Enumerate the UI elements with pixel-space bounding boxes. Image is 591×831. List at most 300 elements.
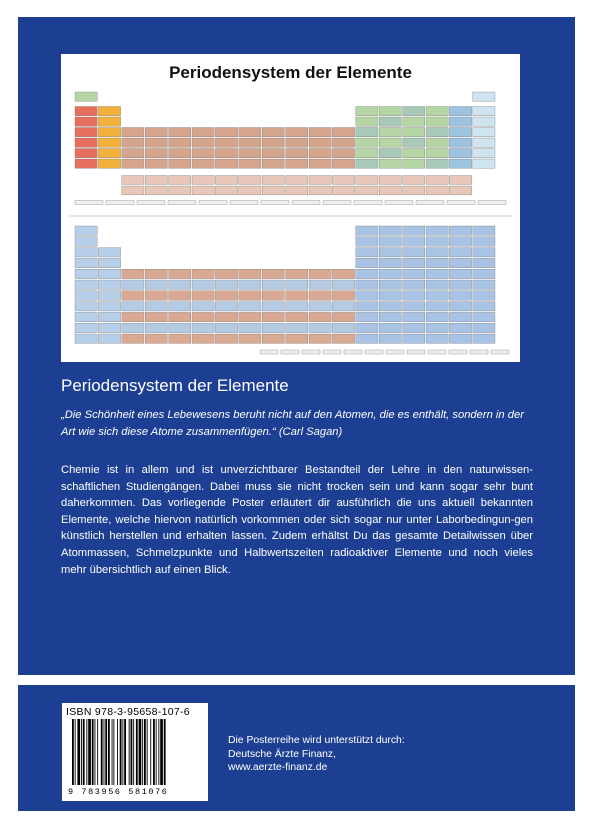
element-cell [473, 226, 495, 235]
lanthanide-cell [286, 176, 308, 185]
element-cell [403, 269, 425, 278]
element-cell [473, 323, 495, 332]
lanthanide-cell [239, 176, 261, 185]
element-cell [449, 291, 471, 300]
element-cell [215, 280, 237, 289]
element-cell [356, 159, 378, 168]
barcode-bar [147, 719, 148, 785]
element-cell [215, 149, 237, 158]
element-cell [239, 312, 261, 321]
element-cell [75, 302, 97, 311]
element-cell [145, 291, 167, 300]
element-cell [403, 237, 425, 246]
element-cell [145, 159, 167, 168]
legend-box [428, 350, 446, 354]
legend-box [354, 201, 382, 205]
actinide-cell [309, 186, 331, 195]
barcode-bar [156, 719, 157, 785]
lanthanide-cell [309, 176, 331, 185]
quote: „Die Schönheit eines Lebewesens beruht nicht auf den Atomen, die es enthält, sondern in der Art wie sich diese Atome zusammenfügen.“ (Carl Sagan) [61, 409, 524, 438]
actinide-cell [332, 186, 354, 195]
description: Chemie ist in allem und ist unverzichtbarer Bestandteil der Lehre in den naturwissen-schaftlichen Studiengängen. Dabei muss sie nicht trocken sein und kann sogar sehr bunt daherkommen. Das vorliegende Poster erläutert dir ausführlich die uns aktuell bekannten Elemente, welche hiervon natürlich vorkommen oder sich sogar nur unter Laborbedingun-gen künstlich herstellen und erhalten lassen. Zudem erhältst Du das gesamte Detailwissen über Atommassen, Schmelzpunkte und Halbwertszeiten radioaktiver Elemente und noch vieles mehr übersichtlich auf einen Blick. [61, 464, 533, 576]
element-cell [449, 334, 471, 343]
element-cell [473, 92, 495, 101]
element-cell [169, 159, 191, 168]
legend-box [447, 201, 475, 205]
barcode-bar [83, 719, 85, 785]
element-cell [403, 138, 425, 147]
element-cell [356, 138, 378, 147]
element-cell [473, 237, 495, 246]
element-cell [309, 291, 331, 300]
element-cell [122, 138, 144, 147]
element-cell [473, 291, 495, 300]
element-cell [286, 280, 308, 289]
barcode-bar [131, 719, 133, 785]
legend-box [137, 201, 165, 205]
element-cell [379, 159, 401, 168]
legend-box [491, 350, 509, 354]
element-cell [122, 149, 144, 158]
element-cell [169, 312, 191, 321]
element-cell [98, 248, 120, 257]
element-cell [332, 269, 354, 278]
element-cell [75, 92, 97, 101]
element-cell [426, 138, 448, 147]
legend-box [323, 201, 351, 205]
element-cell [473, 269, 495, 278]
element-cell [309, 128, 331, 137]
element-cell [332, 159, 354, 168]
element-cell [122, 280, 144, 289]
legend-box [292, 201, 320, 205]
barcode-bar [142, 719, 143, 785]
element-cell [122, 269, 144, 278]
element-cell [215, 159, 237, 168]
actinide-cell [426, 186, 448, 195]
element-cell [239, 269, 261, 278]
element-cell [473, 258, 495, 267]
element-cell [356, 269, 378, 278]
barcode-bar [113, 719, 114, 785]
element-cell [145, 149, 167, 158]
element-cell [98, 334, 120, 343]
isbn-number: ISBN 978-3-95658-107-6 [66, 706, 190, 718]
actinide-cell [403, 186, 425, 195]
barcode-bar [133, 719, 134, 785]
barcode-bar [129, 719, 130, 785]
element-cell [426, 280, 448, 289]
element-cell [449, 226, 471, 235]
element-cell [403, 302, 425, 311]
element-cell [403, 226, 425, 235]
element-cell [192, 138, 214, 147]
element-cell [426, 149, 448, 158]
barcode-bar [136, 719, 138, 785]
element-cell [426, 159, 448, 168]
element-cell [122, 128, 144, 137]
barcode-digits: 9 783956 581076 [68, 787, 169, 797]
element-cell [403, 159, 425, 168]
element-cell [473, 138, 495, 147]
element-cell [122, 302, 144, 311]
element-cell [215, 138, 237, 147]
legend-box [344, 350, 362, 354]
lanthanide-cell [192, 176, 214, 185]
element-cell [332, 312, 354, 321]
element-cell [403, 117, 425, 126]
element-cell [262, 159, 284, 168]
element-cell [309, 323, 331, 332]
element-cell [449, 107, 471, 116]
element-cell [332, 302, 354, 311]
element-cell [215, 128, 237, 137]
legend-box [407, 350, 425, 354]
element-cell [239, 128, 261, 137]
periodic-table-illustration [61, 54, 520, 362]
element-cell [426, 117, 448, 126]
element-cell [426, 269, 448, 278]
legend-box [281, 350, 299, 354]
barcode-bar [104, 719, 105, 785]
element-cell [332, 138, 354, 147]
element-cell [426, 248, 448, 257]
book-title: Periodensystem der Elemente [61, 376, 289, 395]
lanthanide-cell [122, 176, 144, 185]
element-cell [332, 291, 354, 300]
element-cell [356, 117, 378, 126]
barcode-bar [86, 719, 87, 785]
element-cell [379, 149, 401, 158]
element-cell [122, 312, 144, 321]
legend-box [199, 201, 227, 205]
element-cell [286, 138, 308, 147]
barcode-bar [108, 719, 110, 785]
element-cell [356, 258, 378, 267]
element-cell [192, 280, 214, 289]
element-cell [309, 312, 331, 321]
element-cell [473, 334, 495, 343]
element-cell [169, 280, 191, 289]
element-cell [309, 269, 331, 278]
element-cell [75, 312, 97, 321]
element-cell [75, 258, 97, 267]
element-cell [169, 138, 191, 147]
element-cell [98, 149, 120, 158]
isbn-box [62, 703, 208, 801]
element-cell [356, 323, 378, 332]
legend-box [75, 201, 103, 205]
barcode-bar [77, 719, 80, 785]
element-cell [286, 323, 308, 332]
element-cell [379, 248, 401, 257]
element-cell [286, 291, 308, 300]
element-cell [379, 128, 401, 137]
element-cell [239, 334, 261, 343]
actinide-cell [379, 186, 401, 195]
element-cell [449, 117, 471, 126]
element-cell [286, 128, 308, 137]
legend-box [323, 350, 341, 354]
element-cell [98, 312, 120, 321]
element-cell [215, 323, 237, 332]
lanthanide-cell [215, 176, 237, 185]
element-cell [286, 149, 308, 158]
element-cell [449, 323, 471, 332]
element-cell [262, 138, 284, 147]
element-cell [426, 128, 448, 137]
actinide-cell [122, 186, 144, 195]
actinide-cell [286, 186, 308, 195]
element-cell [309, 302, 331, 311]
element-cell [75, 280, 97, 289]
element-cell [286, 269, 308, 278]
element-cell [262, 323, 284, 332]
element-cell [379, 302, 401, 311]
actinide-cell [239, 186, 261, 195]
barcode-bar [124, 719, 126, 785]
element-cell [215, 291, 237, 300]
actinide-cell [449, 186, 471, 195]
element-cell [239, 291, 261, 300]
element-cell [145, 280, 167, 289]
element-cell [449, 312, 471, 321]
element-cell [98, 291, 120, 300]
element-cell [286, 334, 308, 343]
barcode-bar [101, 719, 103, 785]
element-cell [403, 334, 425, 343]
element-cell [379, 237, 401, 246]
element-cell [145, 128, 167, 137]
barcode-bar [158, 719, 159, 785]
legend-box [168, 201, 196, 205]
element-cell [309, 138, 331, 147]
element-cell [449, 138, 471, 147]
element-cell [145, 312, 167, 321]
element-cell [473, 117, 495, 126]
barcode-bar [150, 719, 151, 785]
element-cell [75, 323, 97, 332]
element-cell [473, 149, 495, 158]
actinide-cell [262, 186, 284, 195]
element-cell [75, 269, 97, 278]
element-cell [332, 280, 354, 289]
element-cell [169, 128, 191, 137]
element-cell [75, 334, 97, 343]
element-cell [356, 280, 378, 289]
legend-box [302, 350, 320, 354]
element-cell [122, 291, 144, 300]
barcode-bar [160, 719, 163, 785]
element-cell [473, 159, 495, 168]
element-cell [356, 248, 378, 257]
element-cell [426, 291, 448, 300]
element-cell [192, 149, 214, 158]
element-cell [473, 302, 495, 311]
element-cell [75, 291, 97, 300]
element-cell [332, 334, 354, 343]
element-cell [426, 302, 448, 311]
element-cell [449, 149, 471, 158]
barcode-bar [72, 719, 74, 785]
legend-box [416, 201, 444, 205]
element-cell [473, 248, 495, 257]
element-cell [169, 323, 191, 332]
element-cell [192, 323, 214, 332]
element-cell [192, 128, 214, 137]
element-cell [98, 159, 120, 168]
element-cell [403, 128, 425, 137]
legend-box [449, 350, 467, 354]
element-cell [98, 323, 120, 332]
legend-box [261, 201, 289, 205]
element-cell [192, 302, 214, 311]
actinide-cell [356, 186, 378, 195]
element-cell [379, 226, 401, 235]
barcode-bar [112, 719, 113, 785]
sponsor-note [228, 734, 405, 775]
element-cell [75, 117, 97, 126]
sponsor-line: www.aerzte-finanz.de [228, 762, 328, 773]
element-cell [215, 269, 237, 278]
poster-title: Periodensystem der Elemente [169, 63, 412, 82]
barcode-bar [105, 719, 107, 785]
element-cell [449, 159, 471, 168]
barcode-bar [139, 719, 142, 785]
lanthanide-cell [449, 176, 471, 185]
element-cell [379, 291, 401, 300]
element-cell [356, 334, 378, 343]
element-cell [98, 138, 120, 147]
element-cell [75, 248, 97, 257]
legend-box [106, 201, 134, 205]
element-cell [356, 128, 378, 137]
barcode-bar [120, 719, 122, 785]
element-cell [379, 334, 401, 343]
element-cell [379, 258, 401, 267]
element-cell [192, 291, 214, 300]
lanthanide-cell [332, 176, 354, 185]
element-cell [356, 226, 378, 235]
legend-box [470, 350, 488, 354]
element-cell [426, 258, 448, 267]
lanthanide-cell [379, 176, 401, 185]
actinide-cell [145, 186, 167, 195]
element-cell [356, 302, 378, 311]
legend-box [478, 201, 506, 205]
element-cell [309, 280, 331, 289]
poster-preview [61, 54, 520, 362]
element-cell [403, 107, 425, 116]
element-cell [309, 159, 331, 168]
element-cell [356, 237, 378, 246]
barcode-bar [75, 719, 76, 785]
actinide-cell [169, 186, 191, 195]
element-cell [145, 323, 167, 332]
barcode-bar [144, 719, 146, 785]
element-cell [192, 312, 214, 321]
element-cell [356, 107, 378, 116]
element-cell [262, 291, 284, 300]
legend-box [386, 350, 404, 354]
element-cell [332, 323, 354, 332]
element-cell [98, 107, 120, 116]
element-cell [426, 237, 448, 246]
element-cell [262, 269, 284, 278]
barcode-bar [122, 719, 123, 785]
element-cell [98, 280, 120, 289]
element-cell [75, 226, 97, 235]
element-cell [379, 269, 401, 278]
element-cell [145, 302, 167, 311]
element-cell [145, 138, 167, 147]
element-cell [145, 334, 167, 343]
element-cell [356, 312, 378, 321]
element-cell [379, 138, 401, 147]
element-cell [426, 226, 448, 235]
element-cell [215, 334, 237, 343]
element-cell [75, 237, 97, 246]
element-cell [309, 334, 331, 343]
element-cell [379, 312, 401, 321]
sponsor-line: Die Posterreihe wird unterstützt durch: [228, 735, 405, 746]
element-cell [473, 280, 495, 289]
element-cell [239, 323, 261, 332]
legend-box [230, 201, 258, 205]
element-cell [262, 302, 284, 311]
element-cell [403, 248, 425, 257]
element-cell [262, 312, 284, 321]
element-cell [449, 128, 471, 137]
element-cell [379, 280, 401, 289]
element-cell [192, 269, 214, 278]
barcode-bar [95, 719, 96, 785]
element-cell [169, 291, 191, 300]
element-cell [75, 138, 97, 147]
legend-box [385, 201, 413, 205]
actinide-cell [215, 186, 237, 195]
element-cell [75, 107, 97, 116]
barcode-bar [88, 719, 91, 785]
element-cell [332, 128, 354, 137]
element-cell [192, 334, 214, 343]
element-cell [169, 334, 191, 343]
element-cell [356, 291, 378, 300]
lanthanide-cell [403, 176, 425, 185]
element-cell [473, 107, 495, 116]
element-cell [169, 302, 191, 311]
element-cell [215, 302, 237, 311]
element-cell [262, 149, 284, 158]
element-cell [449, 302, 471, 311]
lanthanide-cell [426, 176, 448, 185]
element-cell [403, 258, 425, 267]
element-cell [403, 149, 425, 158]
barcode-bar [117, 719, 118, 785]
barcode-bar [164, 719, 166, 785]
element-cell [403, 280, 425, 289]
element-cell [98, 302, 120, 311]
element-cell [332, 149, 354, 158]
element-cell [426, 312, 448, 321]
lanthanide-cell [356, 176, 378, 185]
element-cell [449, 269, 471, 278]
element-cell [403, 323, 425, 332]
element-cell [262, 280, 284, 289]
element-cell [239, 302, 261, 311]
element-cell [403, 291, 425, 300]
element-cell [403, 312, 425, 321]
